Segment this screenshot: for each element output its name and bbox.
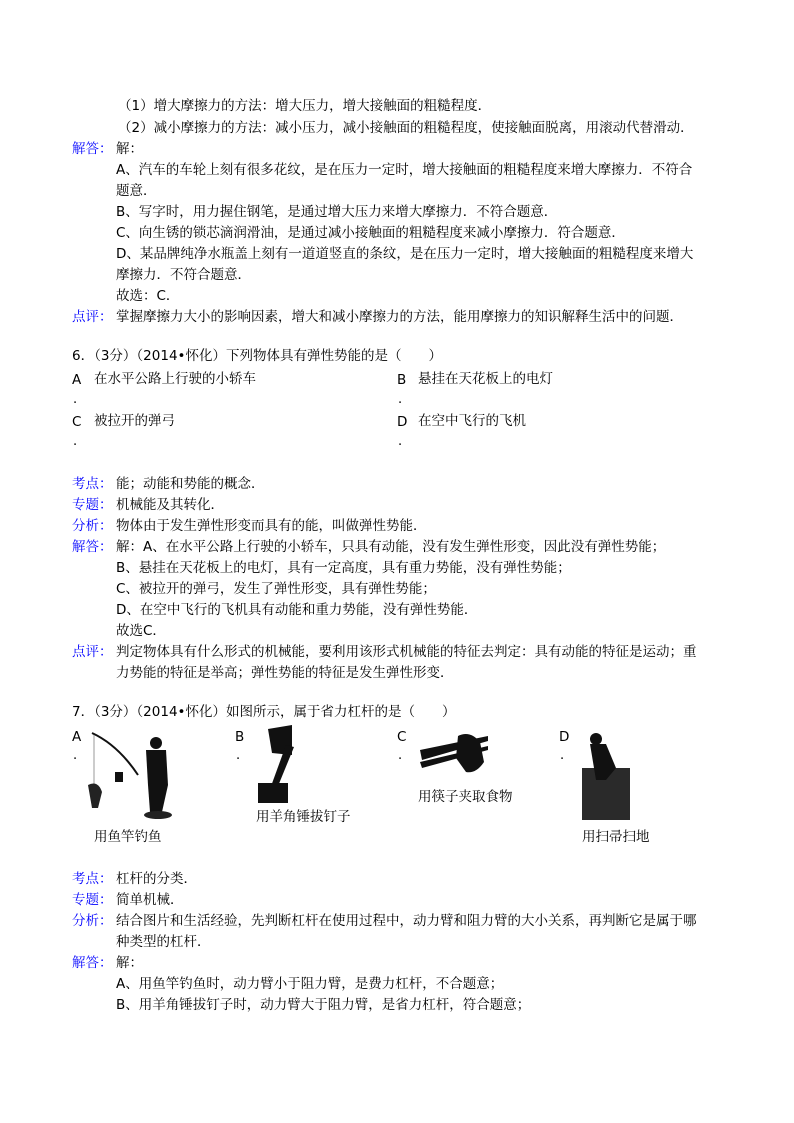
fenxi-line: 种类型的杠杆． [116, 934, 211, 950]
comment-line: 判定物体具有什么形式的机械能，要利用该形式机械能的特征去判定：具有动能的特征是运动；重 [116, 644, 697, 660]
fenxi-line: 结合图片和生活经验，先判断杠杆在使用过程中，动力臂和阻力臂的大小关系，再判断它是属于哪 [116, 913, 697, 929]
zhuanti-text: 机械能及其转化． [116, 497, 224, 513]
option-dot: . [398, 748, 403, 763]
zhuanti-text: 简单机械． [116, 892, 184, 908]
option-caption: 用羊角锤拔钉子 [256, 809, 351, 825]
point-line: （2）减小摩擦力的方法：减小压力，减小接触面的粗糙程度，使接触面脱离，用滚动代替滑动． [118, 120, 694, 136]
answer-line: 故选C． [116, 623, 166, 639]
answer-label: 解答： [72, 955, 113, 971]
comment-label: 点评： [72, 309, 113, 325]
kaodian-text: 杠杆的分类． [116, 871, 197, 887]
comment-label: 点评： [72, 644, 113, 660]
option-caption: 用筷子夹取食物 [418, 789, 513, 805]
comment-text: 掌握摩擦力大小的影响因素，增大和减小摩擦力的方法，能用摩擦力的知识解释生活中的问题． [116, 309, 683, 325]
option-caption: 用鱼竿钓鱼 [94, 829, 162, 845]
answer-label: 解答： [72, 539, 113, 555]
option-dot: . [398, 392, 403, 407]
answer-line: 解：A、在水平公路上行驶的小轿车，只具有动能，没有发生弹性形变，因此没有弹性势能； [116, 539, 666, 555]
option-letter: C [397, 729, 407, 745]
question-7-stem: 7．（3分）（2014•怀化）如图所示，属于省力杠杆的是（ ） [72, 704, 456, 720]
answer-line: C、被拉开的弹弓，发生了弹性形变，具有弹性势能； [116, 581, 436, 597]
answer-line: A、用鱼竿钓鱼时，动力臂小于阻力臂，是费力杠杆，不合题意； [116, 976, 504, 992]
fenxi-text: 物体由于发生弹性形变而具有的能，叫做弹性势能． [116, 518, 427, 534]
kaodian-label: 考点： [72, 871, 113, 887]
answer-line: 摩擦力．不符合题意． [116, 267, 251, 283]
point-line: （1）增大摩擦力的方法：增大压力，增大接触面的粗糙程度． [118, 98, 492, 114]
answer-line: B、用羊角锤拔钉子时，动力臂大于阻力臂，是省力杠杆，符合题意； [116, 997, 531, 1013]
answer-line: A、汽车的车轮上刻有很多花纹，是在压力一定时，增大接触面的粗糙程度来增大摩擦力．不符合 [116, 162, 693, 178]
answer-line: D、某品牌纯净水瓶盖上刻有一道道竖直的条纹，是在压力一定时，增大接触面的粗糙程度来增大 [116, 246, 694, 262]
comment-line: 力势能的特征是举高；弹性势能的特征是发生弹性形变． [116, 665, 454, 681]
fenxi-label: 分析： [72, 518, 113, 534]
fenxi-label: 分析： [72, 913, 113, 929]
question-6-stem: 6．（3分）（2014•怀化）下列物体具有弹性势能的是（ ） [72, 348, 442, 364]
option-letter: B [235, 729, 245, 745]
answer-line: C、向生锈的锁芯滴润滑油，是通过减小接触面的粗糙程度来减小摩擦力．符合题意． [116, 225, 625, 241]
option-dot: . [560, 748, 565, 763]
option-letter: D [559, 729, 570, 745]
answer-line: 解： [116, 955, 143, 971]
option-letter: D [397, 414, 408, 430]
option-d-text: 在空中飞行的飞机 [418, 413, 526, 429]
answer-line: B、悬挂在天花板上的电灯，具有一定高度，具有重力势能，没有弹性势能； [116, 560, 571, 576]
option-dot: . [73, 392, 78, 407]
option-a-text: 在水平公路上行驶的小轿车 [94, 371, 256, 387]
option-letter: C [72, 414, 82, 430]
kaodian-label: 考点： [72, 476, 113, 492]
option-dot: . [236, 748, 241, 763]
answer-line: D、在空中飞行的飞机具有动能和重力势能，没有弹性势能． [116, 602, 478, 618]
answer-label: 解答： [72, 141, 113, 157]
claw-hammer-image [256, 725, 312, 805]
answer-line: 解： [116, 141, 143, 157]
answer-line: B、写字时，用力握住钢笔，是通过增大压力来增大摩擦力．不符合题意． [116, 204, 558, 220]
option-letter: B [397, 372, 407, 388]
answer-line: 题意． [116, 183, 157, 199]
option-b-text: 悬挂在天花板上的电灯 [418, 371, 553, 387]
fishing-rod-image [88, 730, 172, 820]
option-dot: . [73, 434, 78, 449]
broom-image [582, 730, 642, 822]
option-letter: A [72, 729, 82, 745]
answer-line: 故选：C． [116, 288, 180, 304]
option-letter: A [72, 372, 82, 388]
option-dot: . [73, 748, 78, 763]
zhuanti-label: 专题： [72, 892, 113, 908]
option-caption: 用扫帚扫地 [582, 829, 650, 845]
kaodian-text: 能；动能和势能的概念． [116, 476, 265, 492]
zhuanti-label: 专题： [72, 497, 113, 513]
chopsticks-image [418, 732, 490, 780]
option-dot: . [398, 434, 403, 449]
option-c-text: 被拉开的弹弓 [94, 413, 175, 429]
